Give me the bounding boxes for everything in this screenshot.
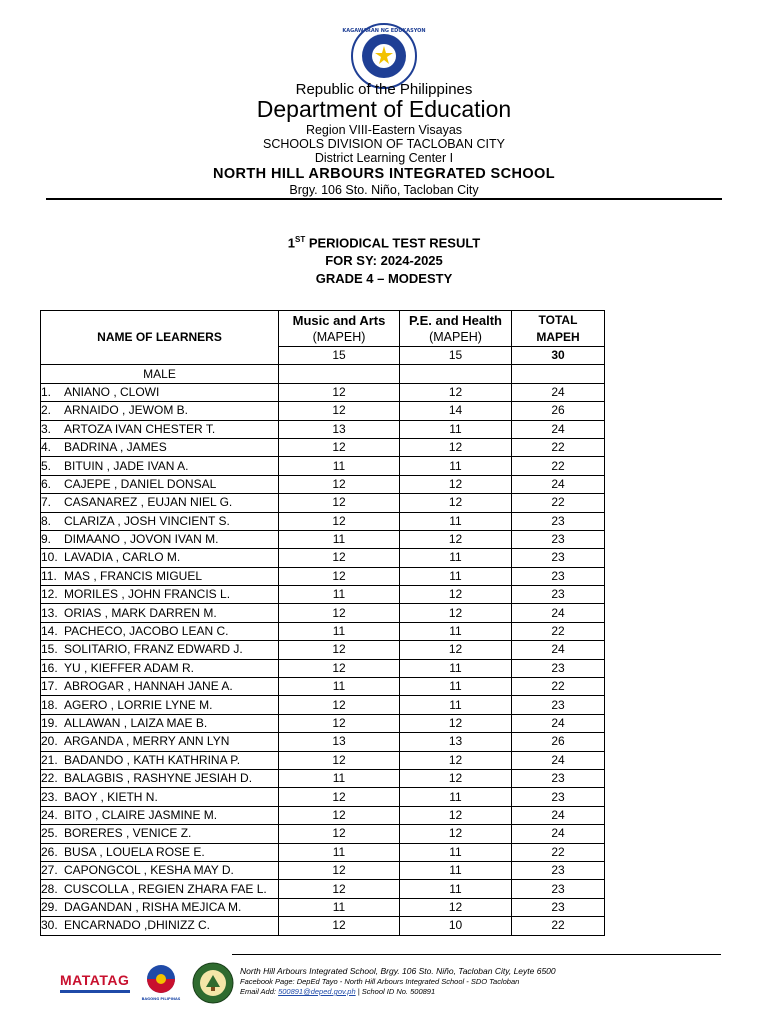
pe-health-score: 11 bbox=[400, 549, 512, 567]
learner-name: BITO , CLAIRE JASMINE M. bbox=[64, 807, 218, 822]
total-mapeh-score: 24 bbox=[512, 714, 605, 732]
footer-school-address: , Brgy. 106 Sto. Niño, Tacloban City, Leyte 6500 bbox=[375, 966, 556, 976]
male-label: MALE bbox=[41, 365, 279, 383]
header-row bbox=[41, 311, 605, 347]
learner-number: 19. bbox=[41, 716, 58, 730]
total-label: TOTAL bbox=[538, 312, 578, 327]
total-mapeh-score: 26 bbox=[512, 402, 605, 420]
learner-name: ARNAIDO , JEWOM B. bbox=[64, 403, 189, 418]
learner-number: 3. bbox=[41, 421, 52, 436]
music-arts-sub: (MAPEH) bbox=[312, 330, 366, 344]
music-arts-score: 12 bbox=[279, 567, 400, 585]
total-mapeh-score: 22 bbox=[512, 622, 605, 640]
pe-health-score: 12 bbox=[400, 898, 512, 916]
pe-health-score: 12 bbox=[400, 751, 512, 769]
learner-name-cell bbox=[41, 383, 279, 401]
music-arts-score: 12 bbox=[279, 604, 400, 622]
total-mapeh-score: 24 bbox=[512, 475, 605, 493]
learner-number: 5. bbox=[41, 458, 52, 473]
pe-health-score: 12 bbox=[400, 641, 512, 659]
total-mapeh-score: 24 bbox=[512, 751, 605, 769]
total-mapeh-score: 24 bbox=[512, 604, 605, 622]
results-table bbox=[40, 310, 605, 936]
school-logo bbox=[192, 962, 234, 1004]
learner-name: CAJEPE , DANIEL DONSAL bbox=[64, 476, 217, 491]
learner-name: ORIAS , MARK DARREN M. bbox=[64, 605, 217, 620]
total-mapeh-score: 23 bbox=[512, 549, 605, 567]
learner-name: SOLITARIO, FRANZ EDWARD J. bbox=[64, 642, 243, 657]
music-arts-score: 12 bbox=[279, 402, 400, 420]
learner-name-cell bbox=[41, 898, 279, 916]
learner-name-cell bbox=[41, 604, 279, 622]
learner-name: CLARIZA , JOSH VINCIENT S. bbox=[64, 513, 230, 528]
seal-text: KAGAWARAN NG EDUKASYON bbox=[342, 28, 426, 34]
learner-number: 29. bbox=[41, 899, 58, 914]
learner-name-cell bbox=[41, 475, 279, 493]
learner-row bbox=[41, 475, 605, 493]
republic-line: Republic of the Philippines bbox=[295, 81, 473, 98]
learner-name-cell bbox=[41, 788, 279, 806]
pe-health-score: 12 bbox=[400, 530, 512, 548]
learner-number: 25. bbox=[41, 826, 58, 841]
music-arts-score: 12 bbox=[279, 714, 400, 732]
pe-health-score: 12 bbox=[400, 494, 512, 512]
learner-number: 14. bbox=[41, 624, 58, 639]
learner-row bbox=[41, 769, 605, 787]
pe-health-score: 12 bbox=[400, 806, 512, 824]
music-arts-score: 12 bbox=[279, 751, 400, 769]
learner-row bbox=[41, 696, 605, 714]
learner-number: 15. bbox=[41, 642, 58, 657]
pe-health-score: 14 bbox=[400, 402, 512, 420]
learner-row bbox=[41, 438, 605, 456]
total-mapeh-score: 23 bbox=[512, 769, 605, 787]
learner-name-cell bbox=[41, 861, 279, 879]
learner-name-cell bbox=[41, 843, 279, 861]
music-arts-score: 12 bbox=[279, 806, 400, 824]
learner-number: 28. bbox=[41, 881, 58, 896]
learner-row bbox=[41, 788, 605, 806]
total-mapeh-score: 24 bbox=[512, 806, 605, 824]
district-line: District Learning Center I bbox=[314, 151, 454, 165]
ordinal-suffix: ST bbox=[294, 235, 306, 244]
total-mapeh-score: 24 bbox=[512, 825, 605, 843]
learner-name-cell bbox=[41, 530, 279, 548]
learner-number: 10. bbox=[41, 550, 58, 565]
learner-row bbox=[41, 420, 605, 438]
music-arts-score: 12 bbox=[279, 788, 400, 806]
learner-row bbox=[41, 457, 605, 475]
total-mapeh-score: 22 bbox=[512, 438, 605, 456]
learner-name: BUSA , LOUELA ROSE E. bbox=[64, 844, 205, 859]
region-line: Region VIII-Eastern Visayas bbox=[305, 123, 463, 137]
total-mapeh-score: 23 bbox=[512, 880, 605, 898]
learner-name: DAGANDAN , RISHA MEJICA M. bbox=[64, 899, 242, 914]
empty-cell bbox=[512, 365, 605, 383]
learner-name: BORERES , VENICE Z. bbox=[64, 826, 192, 841]
total-mapeh-score: 23 bbox=[512, 788, 605, 806]
learner-row bbox=[41, 880, 605, 898]
learner-name-cell bbox=[41, 806, 279, 824]
pe-health-score: 11 bbox=[400, 678, 512, 696]
learner-name-cell bbox=[41, 586, 279, 604]
music-arts-score: 11 bbox=[279, 457, 400, 475]
learner-number: 11. bbox=[41, 568, 57, 583]
music-arts-score: 13 bbox=[279, 733, 400, 751]
learner-row bbox=[41, 383, 605, 401]
learner-name-cell bbox=[41, 659, 279, 677]
learner-name: BADANDO , KATH KATHRINA P. bbox=[64, 752, 241, 767]
learner-name: ENCARNADO ,DHINIZZ C. bbox=[64, 918, 211, 933]
learner-number: 24. bbox=[41, 807, 58, 822]
learner-row bbox=[41, 641, 605, 659]
music-arts-score: 12 bbox=[279, 512, 400, 530]
pe-health-score: 11 bbox=[400, 788, 512, 806]
learner-name-cell bbox=[41, 622, 279, 640]
learner-name-cell bbox=[41, 494, 279, 512]
learner-name: MAS , FRANCIS MIGUEL bbox=[64, 568, 203, 583]
learner-name-cell bbox=[41, 917, 279, 935]
school-name: NORTH HILL ARBOURS INTEGRATED SCHOOL bbox=[213, 166, 555, 182]
footer-facebook-line: Facebook Page: DepEd Tayo - North Hill Arbours Integrated School - SDO Tacloban bbox=[240, 977, 520, 986]
learner-number: 8. bbox=[41, 513, 52, 528]
learner-number: 1. bbox=[41, 384, 52, 399]
music-arts-score: 12 bbox=[279, 861, 400, 879]
music-arts-label: Music and Arts bbox=[292, 313, 386, 328]
learner-name-cell bbox=[41, 751, 279, 769]
learner-name: ARTOZA IVAN CHESTER T. bbox=[64, 421, 216, 436]
learner-name: BADRINA , JAMES bbox=[64, 440, 167, 455]
pe-health-score: 13 bbox=[400, 733, 512, 751]
footer-email-label: Email Add: bbox=[240, 987, 279, 996]
learner-name-cell bbox=[41, 420, 279, 438]
learner-row bbox=[41, 806, 605, 824]
music-arts-score: 11 bbox=[279, 769, 400, 787]
music-arts-score: 12 bbox=[279, 917, 400, 935]
total-mapeh-score: 23 bbox=[512, 898, 605, 916]
footer-email-link[interactable]: 500891@deped.gov.ph bbox=[278, 987, 356, 996]
learner-row bbox=[41, 567, 605, 585]
learner-name: ALLAWAN , LAIZA MAE B. bbox=[64, 716, 208, 730]
hps-total: 30 bbox=[512, 347, 605, 365]
music-arts-score: 11 bbox=[279, 678, 400, 696]
learner-row bbox=[41, 917, 605, 935]
learner-number: 16. bbox=[41, 660, 58, 675]
learner-row bbox=[41, 825, 605, 843]
music-arts-score: 12 bbox=[279, 438, 400, 456]
pe-health-score: 11 bbox=[400, 420, 512, 438]
music-arts-score: 12 bbox=[279, 494, 400, 512]
pe-health-score: 11 bbox=[400, 567, 512, 585]
learner-number: 6. bbox=[41, 476, 52, 491]
pe-health-score: 12 bbox=[400, 383, 512, 401]
total-mapeh-header bbox=[512, 311, 605, 347]
learner-name: BALAGBIS , RASHYNE JESIAH D. bbox=[64, 771, 253, 786]
footer-school-line bbox=[240, 966, 556, 976]
learner-name-cell bbox=[41, 769, 279, 787]
music-arts-score: 11 bbox=[279, 530, 400, 548]
learner-name: ABROGAR , HANNAH JANE A. bbox=[64, 679, 233, 694]
learner-row bbox=[41, 586, 605, 604]
learner-name-cell bbox=[41, 641, 279, 659]
learner-number: 23. bbox=[41, 789, 58, 804]
music-arts-score: 12 bbox=[279, 659, 400, 677]
learner-row bbox=[41, 622, 605, 640]
music-arts-header bbox=[279, 311, 400, 347]
department-title: Department of Education bbox=[256, 96, 512, 122]
learner-name-cell bbox=[41, 512, 279, 530]
ordinal-number: 1 bbox=[287, 235, 295, 251]
learner-row bbox=[41, 861, 605, 879]
total-mapeh-score: 22 bbox=[512, 678, 605, 696]
learner-row bbox=[41, 751, 605, 769]
matatag-logo: MATATAG bbox=[60, 972, 130, 988]
learner-name-cell bbox=[41, 402, 279, 420]
learner-name-cell bbox=[41, 678, 279, 696]
learner-row bbox=[41, 659, 605, 677]
school-year: FOR SY: 2024-2025 bbox=[325, 253, 443, 268]
report-title-text: PERIODICAL TEST RESULT bbox=[305, 235, 481, 251]
learner-name: CUSCOLLA , REGIEN ZHARA FAE L. bbox=[64, 881, 267, 896]
learner-name: YU , KIEFFER ADAM R. bbox=[64, 660, 195, 675]
learner-number: 20. bbox=[41, 734, 58, 749]
pe-health-score: 12 bbox=[400, 714, 512, 732]
total-mapeh-score: 26 bbox=[512, 733, 605, 751]
learner-number: 18. bbox=[41, 697, 58, 712]
learner-row bbox=[41, 898, 605, 916]
footer-school-name: North Hill Arbours Integrated School bbox=[240, 966, 376, 976]
division-line: SCHOOLS DIVISION OF TACLOBAN CITY bbox=[263, 137, 505, 151]
total-mapeh-score: 22 bbox=[512, 843, 605, 861]
learner-row bbox=[41, 402, 605, 420]
grade-section: GRADE 4 – MODESTY bbox=[315, 271, 453, 286]
learner-number: 21. bbox=[41, 752, 58, 767]
total-mapeh-score: 22 bbox=[512, 457, 605, 475]
music-arts-score: 11 bbox=[279, 898, 400, 916]
learner-name: LAVADIA , CARLO M. bbox=[64, 550, 181, 565]
learner-row bbox=[41, 530, 605, 548]
music-arts-score: 12 bbox=[279, 641, 400, 659]
learner-name-cell bbox=[41, 733, 279, 751]
music-arts-score: 12 bbox=[279, 383, 400, 401]
learner-number: 26. bbox=[41, 844, 58, 859]
music-arts-score: 12 bbox=[279, 475, 400, 493]
learner-row bbox=[41, 733, 605, 751]
learner-row bbox=[41, 678, 605, 696]
pe-health-label: P.E. and Health bbox=[409, 313, 502, 328]
total-mapeh-score: 23 bbox=[512, 861, 605, 879]
pe-health-score: 11 bbox=[400, 512, 512, 530]
learner-name: ANIANO , CLOWI bbox=[64, 384, 160, 399]
music-arts-score: 12 bbox=[279, 696, 400, 714]
learner-name-cell bbox=[41, 438, 279, 456]
pe-health-score: 11 bbox=[400, 696, 512, 714]
total-mapeh-score: 23 bbox=[512, 567, 605, 585]
music-arts-score: 13 bbox=[279, 420, 400, 438]
learner-number: 9. bbox=[41, 532, 52, 547]
learner-number: 13. bbox=[41, 605, 58, 620]
learner-number: 4. bbox=[41, 440, 52, 455]
total-mapeh-score: 22 bbox=[512, 494, 605, 512]
bagong-pilipinas-logo bbox=[141, 962, 181, 1002]
learner-name: CASANAREZ , EUJAN NIEL G. bbox=[64, 495, 233, 510]
bagong-pilipinas-text: BAGONG PILIPINAS bbox=[141, 997, 181, 1001]
learner-number: 17. bbox=[41, 679, 58, 694]
report-title bbox=[0, 235, 768, 250]
footer-school-id: | School ID No. 500891 bbox=[355, 987, 436, 996]
mapeh-label: MAPEH bbox=[536, 329, 580, 344]
pe-health-score: 11 bbox=[400, 843, 512, 861]
learner-name-cell bbox=[41, 880, 279, 898]
learner-row bbox=[41, 604, 605, 622]
learner-name: DIMAANO , JOVON IVAN M. bbox=[64, 532, 219, 547]
learner-name-cell bbox=[41, 825, 279, 843]
hps-pe: 15 bbox=[400, 347, 512, 365]
learner-row bbox=[41, 512, 605, 530]
music-arts-score: 11 bbox=[279, 622, 400, 640]
total-mapeh-score: 23 bbox=[512, 586, 605, 604]
header-divider bbox=[46, 198, 722, 200]
hps-music: 15 bbox=[279, 347, 400, 365]
pe-health-score: 10 bbox=[400, 917, 512, 935]
empty-cell bbox=[279, 365, 400, 383]
total-mapeh-score: 23 bbox=[512, 530, 605, 548]
pe-health-score: 11 bbox=[400, 457, 512, 475]
learner-row bbox=[41, 714, 605, 732]
pe-health-score: 11 bbox=[400, 880, 512, 898]
learner-name-cell bbox=[41, 567, 279, 585]
pe-health-score: 12 bbox=[400, 604, 512, 622]
learner-name: MORILES , JOHN FRANCIS L. bbox=[64, 587, 231, 602]
music-arts-score: 12 bbox=[279, 825, 400, 843]
pe-health-sub: (MAPEH) bbox=[429, 330, 482, 344]
music-arts-score: 12 bbox=[279, 880, 400, 898]
footer-divider bbox=[232, 954, 721, 955]
learner-name: CAPONGCOL , KESHA MAY D. bbox=[64, 863, 234, 878]
learner-name: BITUIN , JADE IVAN A. bbox=[64, 458, 189, 473]
pe-health-score: 11 bbox=[400, 622, 512, 640]
deped-seal-logo bbox=[342, 22, 426, 90]
total-mapeh-score: 24 bbox=[512, 420, 605, 438]
learner-number: 7. bbox=[41, 495, 52, 510]
total-mapeh-score: 23 bbox=[512, 696, 605, 714]
empty-cell bbox=[400, 365, 512, 383]
pe-health-score: 11 bbox=[400, 861, 512, 879]
total-mapeh-score: 23 bbox=[512, 512, 605, 530]
learner-name: PACHECO, JACOBO LEAN C. bbox=[64, 624, 229, 639]
learner-name: AGERO , LORRIE LYNE M. bbox=[64, 697, 213, 712]
total-mapeh-score: 24 bbox=[512, 641, 605, 659]
music-arts-score: 11 bbox=[279, 586, 400, 604]
learner-row bbox=[41, 843, 605, 861]
learner-name-cell bbox=[41, 696, 279, 714]
learner-number: 22. bbox=[41, 771, 58, 786]
music-arts-score: 11 bbox=[279, 843, 400, 861]
learner-number: 12. bbox=[41, 587, 58, 602]
learner-number: 27. bbox=[41, 863, 58, 878]
total-mapeh-score: 24 bbox=[512, 383, 605, 401]
learner-name-cell bbox=[41, 714, 279, 732]
learner-number: 30. bbox=[41, 918, 58, 933]
school-address: Brgy. 106 Sto. Niño, Tacloban City bbox=[289, 183, 479, 197]
learner-number: 2. bbox=[41, 403, 52, 418]
total-mapeh-score: 23 bbox=[512, 659, 605, 677]
pe-health-header bbox=[400, 311, 512, 347]
learner-row bbox=[41, 549, 605, 567]
pe-health-score: 12 bbox=[400, 825, 512, 843]
pe-health-score: 12 bbox=[400, 438, 512, 456]
pe-health-score: 12 bbox=[400, 586, 512, 604]
music-arts-score: 12 bbox=[279, 549, 400, 567]
learner-name: ARGANDA , MERRY ANN LYN bbox=[64, 734, 230, 749]
pe-health-score: 12 bbox=[400, 769, 512, 787]
learner-row bbox=[41, 494, 605, 512]
matatag-underline bbox=[60, 990, 130, 993]
learner-name-cell bbox=[41, 457, 279, 475]
pe-health-score: 11 bbox=[400, 659, 512, 677]
learner-name-cell bbox=[41, 549, 279, 567]
total-mapeh-score: 22 bbox=[512, 917, 605, 935]
pe-health-score: 12 bbox=[400, 475, 512, 493]
footer-contact-line bbox=[240, 987, 435, 996]
learner-name: BAOY , KIETH N. bbox=[64, 789, 158, 804]
male-section-row bbox=[41, 365, 605, 383]
name-of-learners-header: NAME OF LEARNERS bbox=[41, 311, 279, 365]
